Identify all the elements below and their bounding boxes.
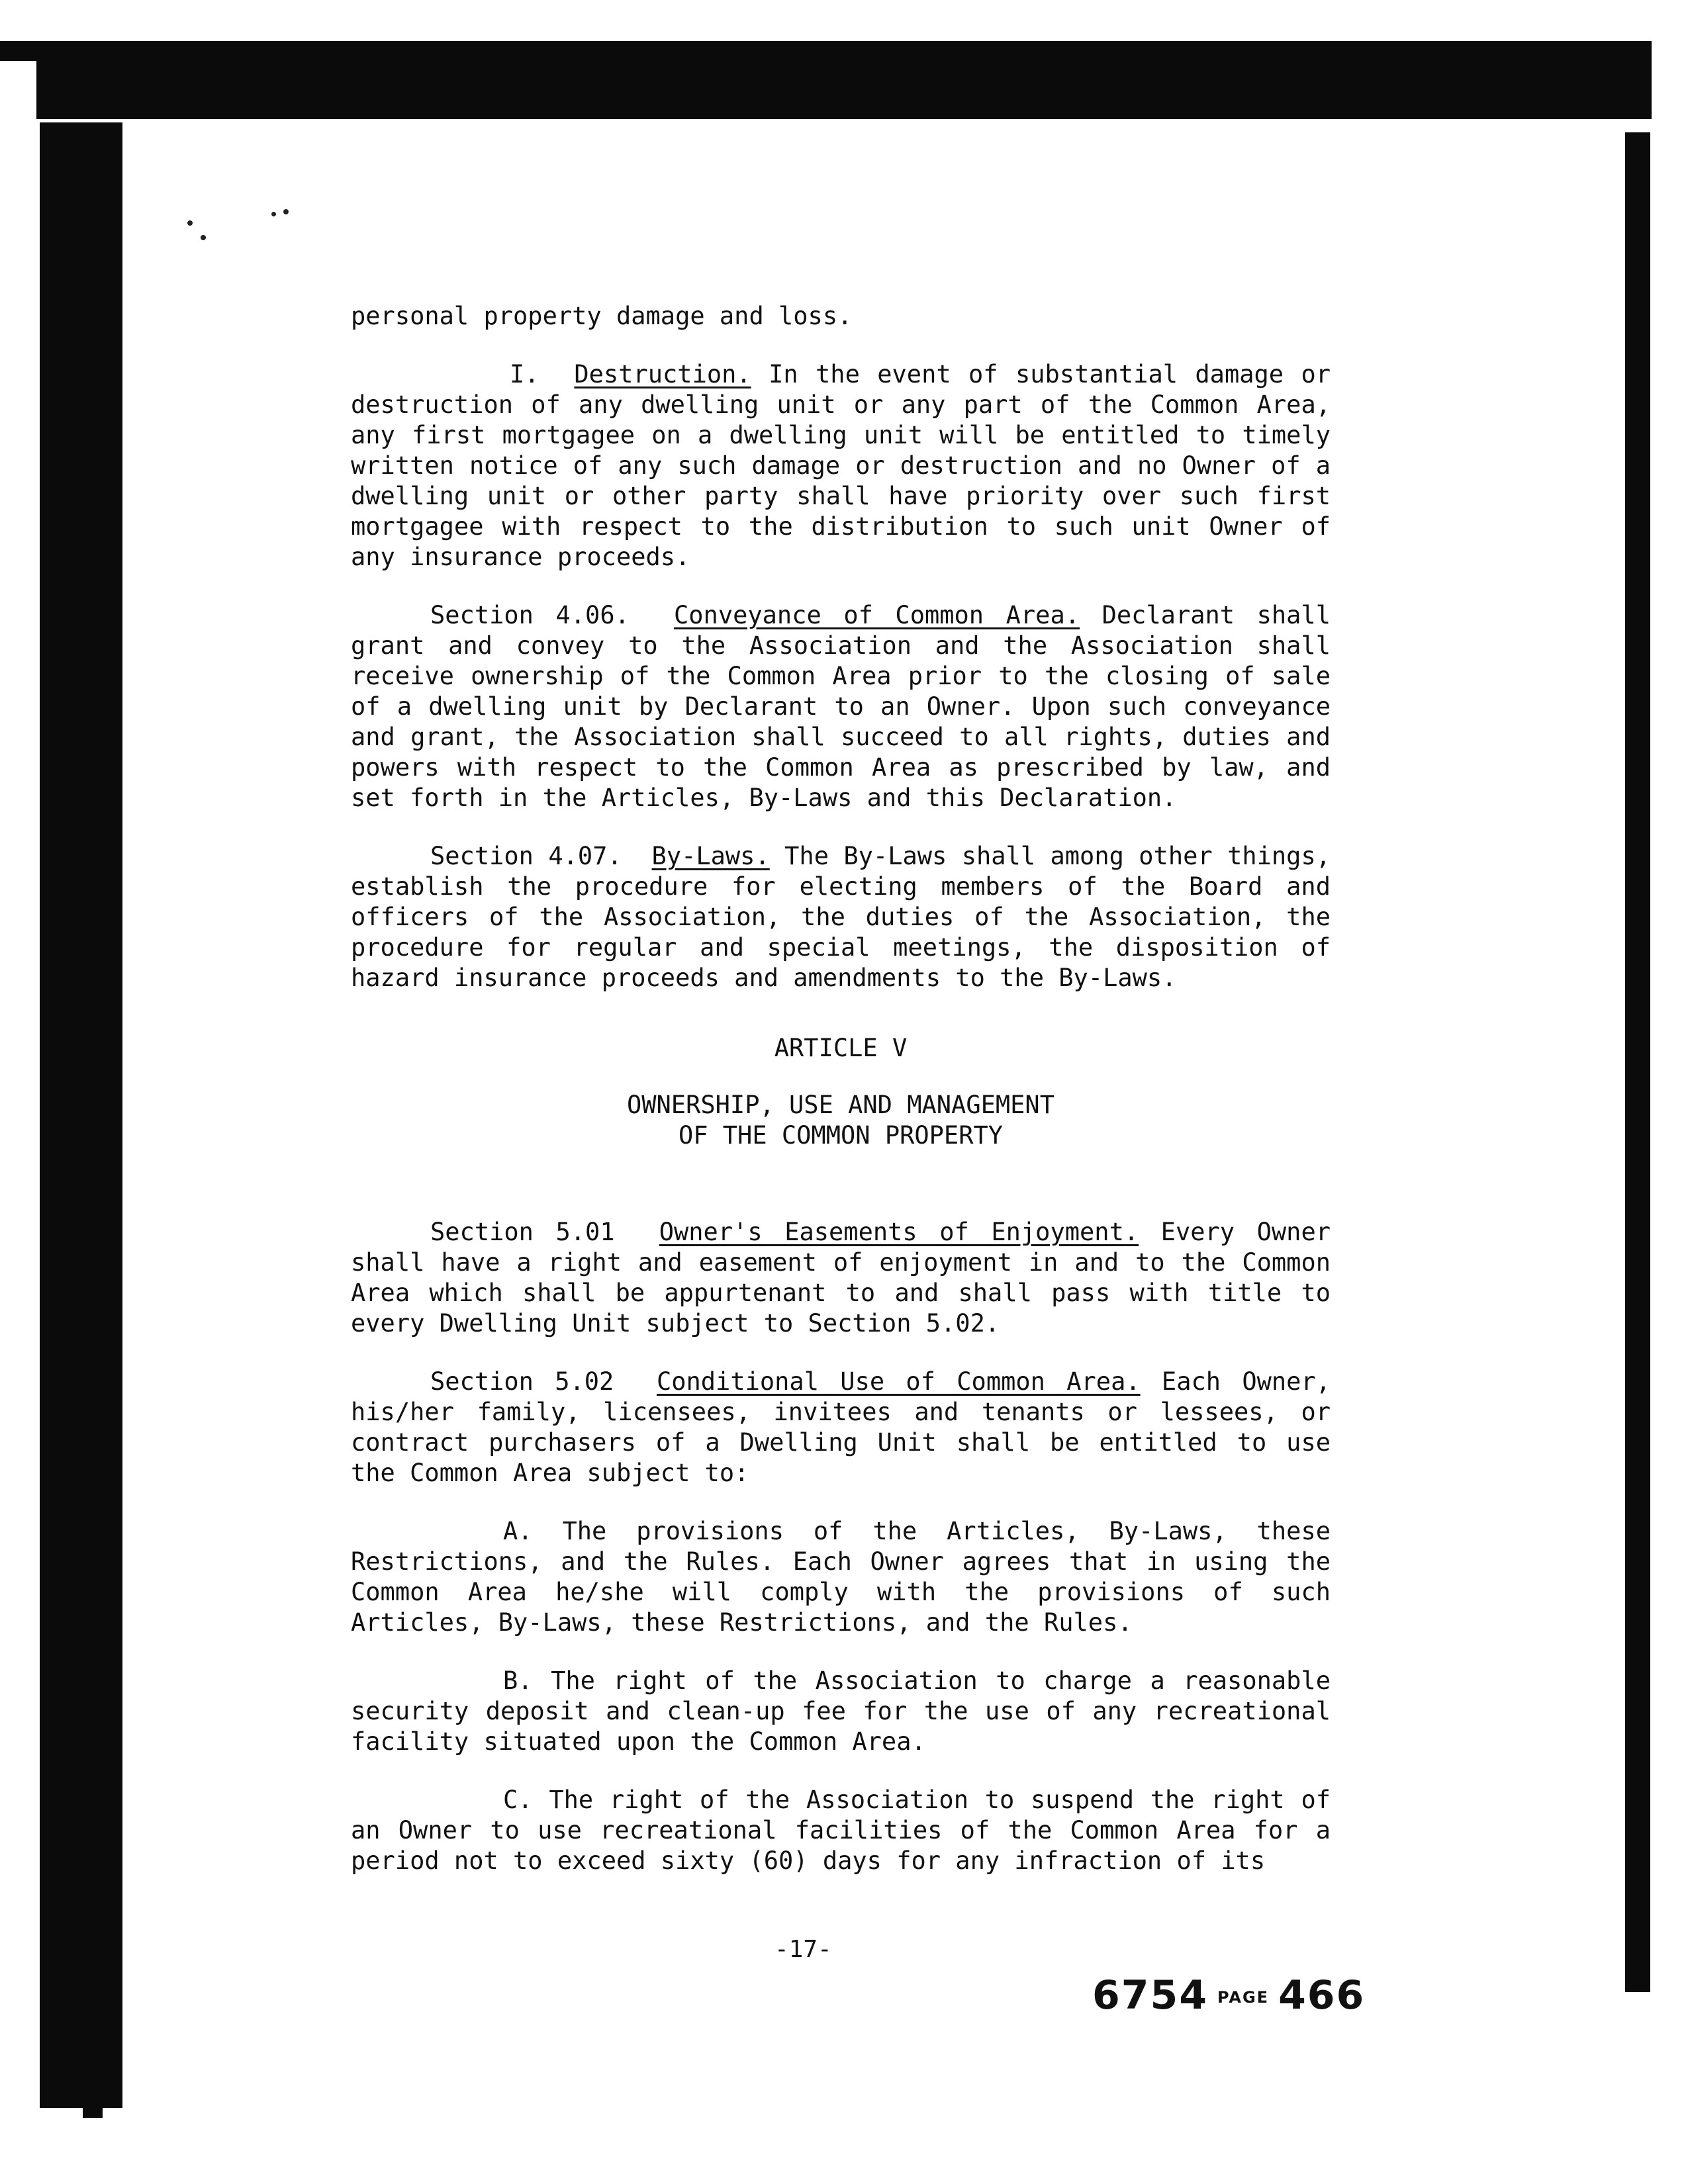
scan-speck <box>283 209 289 214</box>
paragraph-text: In the event of substantial damage or destruction of any dwelling unit or any part of the Common Area, any first mortgagee on a dwelling unit will be entitled to timely written notice of any such damage or destruction and no Owner of a dwelling unit or other party shall have priority over such first mortgagee with respect to the distribution to such unit Owner of any insurance proceeds. <box>351 360 1331 571</box>
list-item-label: B. <box>503 1666 533 1695</box>
section-heading: Owner's Easements of Enjoyment. <box>659 1218 1139 1246</box>
list-item-label: A. <box>503 1517 533 1545</box>
recorder-stamp <box>1092 1972 1365 2019</box>
scan-edge-left <box>40 122 122 2108</box>
section-label: Section 4.06. <box>430 601 630 629</box>
section-heading: Conveyance of Common Area. <box>674 601 1080 629</box>
scan-speck <box>201 235 206 240</box>
recorder-page-label: PAGE <box>1217 1988 1270 2007</box>
section-text: The By-Laws shall among other things, establish the procedure for electing members of the Board and officers of the Association, the duties of the Association, the procedure for regular and special meetings, the disposition of hazard insurance proceeds and amendments to the By-Laws. <box>351 842 1331 992</box>
section-heading: By-Laws. <box>651 842 770 870</box>
article-title <box>351 1090 1331 1151</box>
paragraph-heading: Destruction. <box>574 360 751 388</box>
section-5-01 <box>351 1217 1331 1339</box>
scan-speck <box>187 220 193 226</box>
scan-edge-top <box>36 41 1652 119</box>
page-number: -17- <box>774 1936 832 1963</box>
paragraph-destruction <box>351 359 1331 572</box>
section-label: Section 4.07. <box>430 842 622 870</box>
scan-edge-left-lower <box>83 2012 103 2118</box>
document-body <box>351 301 1331 1904</box>
section-5-02 <box>351 1367 1331 1488</box>
recorder-book-number: 6754 <box>1092 1972 1208 2019</box>
lead-text: personal property damage and loss. <box>351 302 853 330</box>
list-item-b <box>351 1666 1331 1757</box>
list-item-c <box>351 1785 1331 1876</box>
scan-speck <box>271 212 276 216</box>
paragraph-label: I. <box>510 360 539 388</box>
section-label: Section 5.02 <box>430 1367 614 1396</box>
section-text: Each Owner, his/her family, licensees, invitees and tenants or lessees, or contract purchasers of a Dwelling Unit shall be entitled to use the Common Area subject to: <box>351 1367 1331 1487</box>
list-item-label: C. <box>503 1786 533 1814</box>
section-text: Every Owner shall have a right and easement of enjoyment in and to the Common Area which shall be appurtenant to and shall pass with title to every Dwelling Unit subject to Section 5.02. <box>351 1218 1331 1338</box>
recorder-page-number: 466 <box>1278 1972 1366 2019</box>
article-title-line-2: OF THE COMMON PROPERTY <box>678 1121 1004 1150</box>
list-item-text: The right of the Association to charge a reasonable security deposit and clean-up fee for the use of any recreational facility situated upon the Common Area. <box>351 1666 1331 1756</box>
list-item-text: The right of the Association to suspend the right of an Owner to use recreational facilities of the Common Area for a period not to exceed sixty (60) days for any infraction of its <box>351 1786 1331 1875</box>
list-item-text: The provisions of the Articles, By-Laws, these Restrictions, and the Rules. Each Owner agrees that in using the Common Area he/she will comply with the provisions of such Articles, By-Laws, these Restrictions, and the Rules. <box>351 1517 1331 1637</box>
article-title-line-1: OWNERSHIP, USE AND MANAGEMENT <box>626 1091 1055 1119</box>
list-item-a <box>351 1516 1331 1638</box>
section-label: Section 5.01 <box>430 1218 615 1246</box>
section-text: Declarant shall grant and convey to the Association and the Association shall receive ownership of the Common Area prior to the closing of sale of a dwelling unit by Declarant to an Owner. Upon such conveyance and grant, the Association shall succeed to all rights, duties and powers with respect to the Common Area as prescribed by law, and set forth in the Articles, By-Laws and this Declaration. <box>351 601 1331 812</box>
article-number: ARTICLE V <box>774 1034 908 1062</box>
section-4-06 <box>351 600 1331 813</box>
scan-edge-right <box>1625 132 1650 1992</box>
section-4-07 <box>351 841 1331 993</box>
section-heading: Conditional Use of Common Area. <box>656 1367 1141 1396</box>
